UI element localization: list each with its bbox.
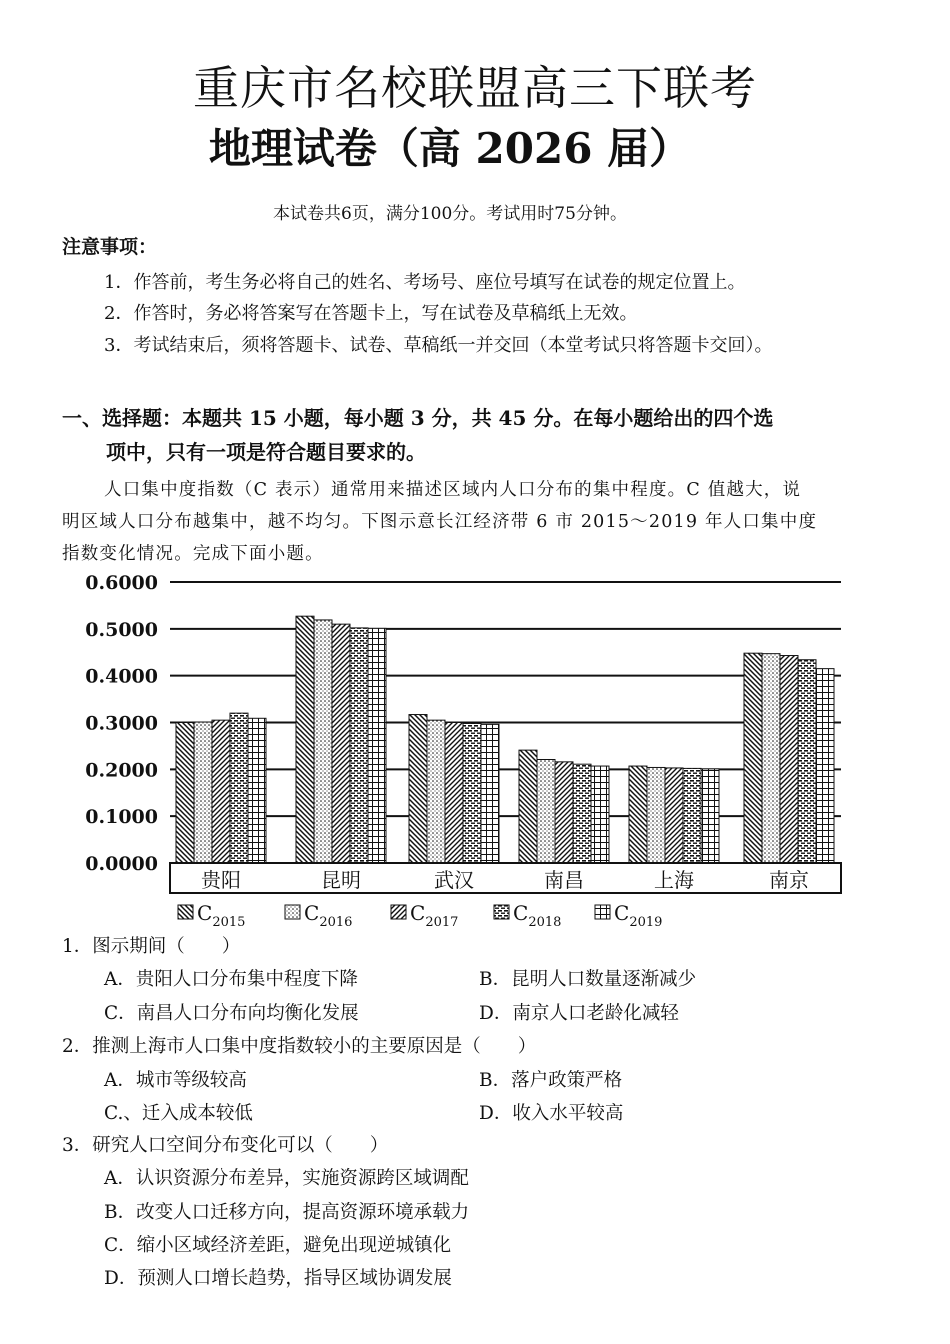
legend-swatch — [595, 905, 610, 919]
intro-text: 人口集中度指数（C 表示）通常用来描述区域内人口分布的集中程度。C 值越大，说 — [104, 480, 802, 500]
category-label: 贵阳 — [201, 868, 241, 892]
category-axis-box — [170, 863, 841, 893]
bar-南昌-2016 — [537, 759, 555, 863]
bars — [176, 616, 834, 863]
y-tick-label: 0.0000 — [85, 853, 158, 875]
question-option[interactable]: C.、迁入成本较低 — [104, 1103, 253, 1124]
notice-heading: 注意事项： — [62, 236, 158, 258]
exam-info: 本试卷共6页，满分100分。考试用时75分钟。 — [273, 204, 627, 224]
question-option[interactable]: D．收入水平较高 — [479, 1103, 624, 1124]
bar-昆明-2017 — [332, 624, 350, 863]
legend-swatch — [178, 905, 193, 919]
y-tick-label: 0.1000 — [85, 806, 158, 829]
question-stem: 2．推测上海市人口集中度指数较小的主要原因是（ ） — [62, 1036, 537, 1057]
legend-swatch — [494, 905, 509, 919]
y-tick-label: 0.4000 — [85, 665, 158, 688]
bar-上海-2019 — [701, 769, 719, 863]
legend-label: $C_{2019}$ — [614, 901, 663, 930]
bar-上海-2018 — [683, 768, 701, 863]
question-option[interactable]: B．昆明人口数量逐渐减少 — [479, 969, 697, 990]
y-axis-ticks — [85, 572, 158, 875]
category-label: 上海 — [654, 868, 694, 892]
section-heading: 一、选择题：本题共 15 小题，每小题 3 分，共 45 分。在每小题给出的四个选 — [62, 406, 774, 430]
bar-武汉-2017 — [445, 723, 463, 864]
question-option[interactable]: C．缩小区域经济差距，避免出现逆城镇化 — [104, 1235, 452, 1256]
legend-swatch — [285, 905, 300, 919]
question-option[interactable]: A．认识资源分布差异，实施资源跨区域调配 — [104, 1168, 469, 1189]
bar-南京-2015 — [744, 653, 762, 863]
bar-南京-2019 — [816, 669, 834, 863]
notice-item: 1．作答前，考生务必将自己的姓名、考场号、座位号填写在试卷的规定位置上。 — [104, 272, 746, 293]
legend-label: $C_{2016}$ — [304, 901, 353, 930]
question-option[interactable]: A．贵阳人口分布集中程度下降 — [104, 969, 358, 990]
grid-lines — [170, 582, 841, 863]
bar-贵阳-2015 — [176, 723, 194, 864]
bar-南昌-2015 — [519, 750, 537, 863]
bar-贵阳-2017 — [212, 720, 230, 863]
bar-贵阳-2016 — [194, 722, 212, 863]
bar-武汉-2018 — [463, 723, 481, 863]
bar-贵阳-2019 — [248, 718, 266, 863]
legend-label: $C_{2015}$ — [197, 901, 246, 930]
y-tick-label: 0.3000 — [85, 712, 158, 735]
bar-南京-2017 — [780, 656, 798, 863]
bar-上海-2017 — [665, 768, 683, 863]
legend-swatch — [391, 905, 406, 919]
bar-南京-2016 — [762, 654, 780, 863]
intro-text: 明区域人口分布越集中，越不均匀。下图示意长江经济带 6 市 2015～2019 年人口集中度 — [62, 512, 818, 532]
y-tick-label: 0.2000 — [85, 759, 158, 782]
question-option[interactable]: D．南京人口老龄化减轻 — [479, 1003, 679, 1024]
question-option[interactable]: D．预测人口增长趋势，指导区域协调发展 — [104, 1268, 452, 1289]
category-label: 南京 — [769, 868, 809, 892]
bar-昆明-2018 — [350, 628, 368, 863]
bar-武汉-2019 — [481, 724, 499, 863]
bar-南昌-2017 — [555, 762, 573, 863]
question-stem: 1．图示期间（ ） — [62, 936, 241, 957]
question-option[interactable]: A．城市等级较高 — [104, 1070, 247, 1091]
bar-上海-2016 — [647, 767, 665, 863]
y-tick-label: 0.6000 — [85, 572, 158, 594]
category-label: 昆明 — [321, 868, 361, 892]
exam-subject-title: 地理试卷（高 2026 届） — [208, 124, 692, 173]
intro-text: 指数变化情况。完成下面小题。 — [62, 544, 324, 564]
notice-item: 3．考试结束后，须将答题卡、试卷、草稿纸一并交回（本堂考试只将答题卡交回）。 — [104, 335, 773, 356]
category-label: 武汉 — [434, 868, 474, 892]
population-concentration-chart — [0, 560, 950, 935]
question-option[interactable]: B．改变人口迁移方向，提高资源环境承载力 — [104, 1202, 470, 1223]
bar-武汉-2016 — [427, 720, 445, 863]
bar-贵阳-2018 — [230, 713, 248, 863]
bar-武汉-2015 — [409, 715, 427, 863]
bar-南昌-2018 — [573, 764, 591, 863]
section-heading-cont: 项中，只有一项是符合题目要求的。 — [106, 440, 426, 464]
category-axis — [170, 863, 841, 893]
legend-label: $C_{2017}$ — [410, 901, 459, 930]
bar-南昌-2019 — [591, 766, 609, 863]
bar-昆明-2016 — [314, 620, 332, 863]
question-option[interactable]: B．落户政策严格 — [479, 1070, 623, 1091]
legend-label: $C_{2018}$ — [513, 901, 562, 930]
exam-title: 重庆市名校联盟高三下联考 — [193, 61, 757, 115]
legend — [178, 901, 662, 930]
question-stem: 3．研究人口空间分布变化可以（ ） — [62, 1135, 389, 1156]
y-tick-label: 0.5000 — [85, 618, 158, 641]
notice-item: 2．作答时，务必将答案写在答题卡上，写在试卷及草稿纸上无效。 — [104, 303, 638, 324]
bar-昆明-2019 — [368, 628, 386, 863]
question-option[interactable]: C．南昌人口分布向均衡化发展 — [104, 1003, 359, 1024]
bar-上海-2015 — [629, 766, 647, 863]
category-label: 南昌 — [544, 868, 584, 892]
bar-昆明-2015 — [296, 616, 314, 863]
bar-南京-2018 — [798, 660, 816, 863]
